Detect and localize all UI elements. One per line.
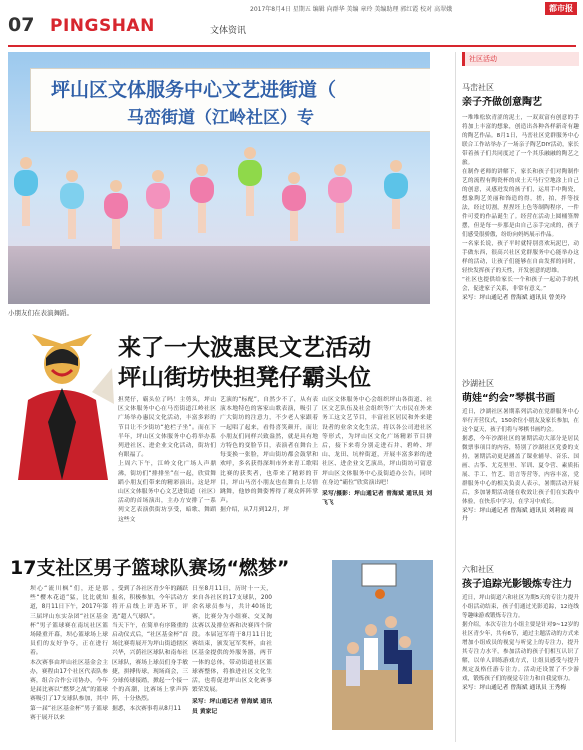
- issue-meta: 2017年8月4日 星期五 编辑 向群华 美编 章玲 美编助理 郭红霞 校对 高翠娥: [250, 6, 453, 13]
- sidebar-kicker: 马峦社区: [462, 83, 494, 92]
- sidebar-tag: 社区活动: [462, 52, 579, 66]
- sidebar-credit: 采写：坪山通记者 曾海斌 通讯员 王秀梅: [462, 685, 567, 691]
- article-text: 日至8月11日，历时十一天，来自各社区的17支球队，200余名球员参与，共计40场比赛，比赛分为小组赛、交叉淘汰赛以及排位赛和决赛四个阶段。本届冠军将于8月11日比赛结束，颁发冠军奖杯，由社区基金提供的外服务器，两节一体的总体，带动街道社区篮球赛整体，将推进社区文化生活，也将促进坪山区文化赛事繁荣发展。: [192, 586, 272, 694]
- sidebar-item: [462, 564, 579, 692]
- article-column-3: [322, 396, 432, 508]
- dancer-figure: [146, 170, 170, 239]
- column-divider: [455, 52, 456, 742]
- sidebar-kicker: 沙湖社区: [462, 379, 494, 388]
- sidebar-credit: 采写：坪山通记者 曾海斌 通讯员 刘莉霞 周丹: [462, 508, 574, 522]
- header-rule: [8, 45, 576, 47]
- basketball-column-3: [192, 585, 272, 717]
- byline: 采写：坪山通记者 曾海斌 通讯员 黄家记: [192, 699, 272, 715]
- dancer-figure: [60, 170, 84, 239]
- sidebar-body: 近日，沙湖社区暑期系列活动在党群服务中心举行开营仪式，150余位小朋友及家长参加，在这个夏天，孩子们将与琴棋书画约会。 据悉，今年沙湖社区的暑期活动大部分是居民微票事项目的内容，特别了沙湖社区党委的支持，暑期活动更是涵盖了课业辅导、音乐、国画、古筝、尤克里里、军训、夏令营、素质拓展、手工、竹艺、语言等营等，内容丰富，党群服务中心的相关负责人表示，暑期活动开展后，多加暑期活动能在收效让孩子们在实践中体验，在快乐中学习，在学习中成长。: [462, 409, 579, 505]
- stage-banner: [30, 68, 430, 132]
- sidebar-title: 亲子齐做创意陶艺: [462, 97, 542, 108]
- sidebar-credit: 采写：坪山通记者 曾海斌 通讯员 曾美玲: [462, 295, 567, 301]
- main-headline: [118, 333, 448, 393]
- sidebar-body: 一堆堆松软青涩的泥土，一双双富有创意的手将加上丰富的想象，创造出各种各样新奇有趣的陶艺作品。8月1日，马峦社区党群服务中心联合工作站举办了一场亲子陶艺DIY活动，家长带着孩子们共同度过了一个其乐融融的陶艺之旅。 在制作老师的讲解下，家长和孩子们对陶制作艺的流程有陶瓷杯的成土天马行空地涂上自己的创意，灵感迸发的孩子们，运用手中陶瓷，想象陶艺美丽和饰造的得，搓，拍，拌等技法，经过切割，捏捏坯上色等制陶程序，一件件可爱的作品诞生了。经营在活动上圆桶签牌摆，但是每一步那是由自己亲手完成的，孩子们感受很骄傲，纷纷向妈妈展示作品。 一名家长说，孩子平时就特别喜欢玩泥巴，动手做东西，很高兴社区党群服务中心能举办这样的活动，让孩子们能够在自由发挥的同时，轻快发挥孩子的天性，开发创意的思维。 “社区也提供给家长一个和孩子一起动手的机会，促进家子关系，非常有意义。”: [462, 115, 579, 292]
- byline: 采写/摄影：坪山通记者 曾海斌 通讯员 刘飞飞: [322, 491, 432, 507]
- dancer-figure: [190, 164, 214, 233]
- banner-line-2: 马峦街道（江岭社区）专: [127, 108, 314, 128]
- basketball-column-1: 坝心“流川枫”们，还是那些“樱木花道”猛，比比就知道，8月11日下午，2017年第三届坪山东实杂团“社区基金杯”男子篮球赛在南坑社区篮场隆重开幕，坝心篮球场上球员们的友好争夺，正在进行着。 本次赛事由坪山社区基金会主办，赛程由17个社区代表队参赛，组合合作公司协办，今年是届比赛以“燃梦之战”的篮球赛吸引了17支球队参加，其中第一届“社区基金杯”男子篮球赛于展开以来: [30, 586, 108, 721]
- basketball-headline: 17支社区男子篮球队赛场“燃梦”: [10, 557, 290, 579]
- sidebar-item: [462, 82, 579, 302]
- article-column-1: 担凳仔，霸头位了吗！主剪头，坪山区文体服务中心在马峦街道江岭社区广场举办惠民文化活动，丰富多彩的节目让不少街坊“抢栏子坐”。而在下半年，坪山区文体服务中心将举办系列进社区、进企业文化活动，街坊们有眼福了。 上周六下午，江岭文化广场人声鼎沸，街坊们“排排坐”在一起，欣赏舞蹈小朋友们带来的精彩演出。这是坪山区文体服务中心文艺进街道（社区）活动的首场演出，主办方安排了一系列文艺表演供街坊享受，暗歌、舞蹈这些文: [118, 397, 216, 523]
- article-text: 山区文体服务中心会组织坪山各街道、社区文艺队伍及社会组织等广大市民在外来务工这文艺节目，丰富社区居民和外来建设者的业余文化生活，将以各公司进社区等形式，为坪山区文化广场精彩节目拼后，接下来将分别走进石井、碧岭、坪山、龙田、坑梓街道，开展丰富多彩的进社区、进企业文艺演出，坪山街坊可留意坪山区文体服务中心及街道办公告，同时在身边“霸位”欣赏演出吧！: [322, 397, 432, 486]
- dancer-figure: [282, 172, 306, 241]
- sidebar-title: 萌娃“约会”琴棋书画: [462, 393, 556, 404]
- sidebar-item: [462, 378, 579, 523]
- sidebar-title: 孩子追踪光影锻炼专注力: [462, 579, 572, 590]
- masthead-logo: 都市报: [545, 2, 577, 15]
- headline-line-1: 来了一大波惠民文艺活动: [118, 335, 371, 361]
- page-number: 07: [8, 14, 35, 36]
- dancer-figure: [238, 147, 262, 216]
- article-column-2: 艺演的“标配”，自然少不了，从有表演本地特色的客家山歌表演，吸引了广大街坊的注意力，不少老人家跟着一起唱了起来，看得喜笑颜开，而让小朋友们同样兴致盎然，就是具有地方特色的变脸节目，表演者在舞台上每变换一张脸，坪山街坊都会鼓掌和欢呼，多名获得深圳市外来青工歌唱比赛的获奖者，也带来了精彩的节目，坪山马峦小朋友也在舞台上尽情跳舞，他妙的舞姿博得了观众阵阵掌声。 据介绍，从7月到12月，坪: [220, 397, 318, 514]
- dancer-figure: [104, 180, 128, 249]
- basketball-photo: [332, 560, 433, 730]
- section-name-cn: 文体资讯: [210, 26, 247, 36]
- stage-floor: [8, 246, 430, 304]
- photo-caption: 小朋友们在表演舞蹈。: [8, 309, 73, 317]
- sidebar-community: [462, 52, 579, 744]
- sidebar-body: 近日，坪山街道六和社区为期5天的专注力提升小组活动结束，孩子们通过光影追踪，12连线等趣味游戏锻炼专注力。 据介绍，本次专注力小组主要是针对9~12岁的社区青少年，共有6节，通过主题活动的方式来增加小组成员的视觉与听觉上的专注力，提升其专注力水平，参加活动的孩子们相互认识了解，以单人训练游戏方式，让组员感受与提升规定及格任游专注力。活动还设置了不少游戏，锻炼孩子们的视觉专注力和自我觉察力。: [462, 595, 579, 682]
- banner-line-1: 坪山区文体服务中心文艺进街道（: [51, 79, 337, 101]
- dancer-figure: [14, 157, 38, 226]
- opera-performer-photo: [8, 330, 116, 480]
- headline-line-2: 坪山街坊快担凳仔霸头位: [118, 365, 371, 391]
- dancer-figure: [384, 160, 408, 229]
- section-name-en: PINGSHAN: [50, 16, 155, 36]
- hero-photo: [8, 52, 430, 304]
- dancer-figure: [328, 164, 352, 233]
- sidebar-kicker: 六和社区: [462, 565, 494, 574]
- basketball-column-2: ，受到了各社区青少年的踊跃报名，积极参加，今年活动方将开启线上评选环节，评选“超人气球队”。 当天下午，在简单有序隆重的启动仪式后，“社区基金杯”首场比赛将展开为坪山街道辖区兴华，兴荫社区球队和南布社区球队，赛场上球员们身手敏捷，拼搏传球，现场商会，三分球传球接踏，掀起一个接一个的高潮，比赛场上掌声阵阵，十分热烈。 据悉，本次赛事将从8月11: [112, 586, 188, 712]
